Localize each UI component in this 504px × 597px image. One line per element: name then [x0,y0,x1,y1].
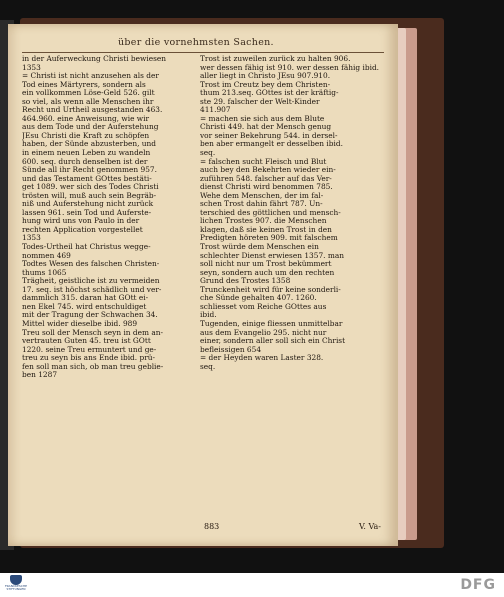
text-line: = Christi ist nicht anzusehen als der [22,72,159,81]
text-line: schen Trost dahin fährt 787. Un- [200,200,323,209]
text-line: aller liegt in Christo JEsu 907.910. [200,72,331,81]
text-line: Tod eines Märtyrers, sondern als [22,80,146,89]
right-column [200,55,385,371]
text-line: Tugenden, einige fliessen unmittelbar [200,319,343,328]
text-line: lichen Trostes 907. die Menschen [200,217,327,226]
logo-text: FRANCKESCHE STIFTUNGEN [4,584,28,592]
viewer-bottom-bar [0,573,504,597]
text-line: Trost ist zuweilen zurück zu halten 906. [200,55,351,63]
text-line: ben 1287 [22,371,58,380]
text-line: vertrauten Guten 45. treu ist GOtt [22,337,151,346]
text-line: 1220. seine Treu ermuntert und ge- [22,345,157,354]
text-line: trösten will, muß auch sein Begräb- [22,191,157,200]
text-line: = machen sie sich aus dem Blute [200,114,325,123]
text-line: einer, sondern aller soll sich ein Christ [200,337,346,346]
text-line: vor seiner Bekehrung 544. in dersel- [200,131,338,140]
text-line: 411.907 [200,106,231,115]
left-column [22,55,194,380]
text-line: lassen 961. sein Tod und Auferste- [22,208,152,217]
text-line: Christi 449. hat der Mensch genug [200,123,332,132]
text-line: niß und Auferstehung nicht zurück [22,200,154,209]
text-line: Grund des Trostes 1358 [200,277,291,286]
text-line: hung wird uns von Paulo in der [22,217,140,226]
dfg-logo[interactable]: DFG [460,577,496,593]
text-line: seq. [200,362,216,371]
text-line: nen Ekel 745. wird entschuldiget [22,302,147,311]
text-line: rechten Application vorgestellet [22,225,143,234]
text-line: Trägheit, geistliche ist zu vermeiden [22,277,160,286]
text-line: Wehe dem Menschen, der im fal- [200,191,324,200]
text-line: zuführen 548. falscher auf das Ver- [200,174,332,183]
text-line: thum 213.seq. GOttes ist der kräftig- [200,89,339,98]
text-line: = falschen sucht Fleisch und Blut [200,157,327,166]
text-line: 17. seq. ist höchst schädlich und ver- [22,285,162,294]
text-line: befleissigen 654 [200,345,262,354]
catchword: V. Va- [359,522,381,531]
text-line: ein vollkommen Löse-Geld 526. gilt [22,89,155,98]
text-line: haben, der Sünde abzusterben, und [22,140,157,149]
text-line: auch bey den Bekehrten wieder ein- [200,166,336,175]
text-line: Todtes Wesen des falschen Christen- [22,260,160,269]
text-line: Todes-Urtheil hat Christus wegge- [22,243,151,252]
text-line: soll nicht nur um Trost bekümmert [200,260,332,269]
text-line: Recht und Urtheil ausgestanden 463. [22,106,163,115]
text-line: Predigten höreten 909. mit falschem [200,234,338,243]
text-line: wer dessen fähig ist 910. wer dessen fähig ibid. [200,63,380,72]
text-line: Treu soll der Mensch seyn in dem an- [22,328,164,337]
text-line: in der Auferweckung Christi bewiesen [22,55,166,63]
text-line: schlechter Dienst erwiesen 1357. man [200,251,345,260]
text-line: 600. seq. durch denselben ist der [22,157,148,166]
text-line: nommen 469 [22,251,71,260]
text-line: aus dem Tode und der Auferstehung [22,123,159,132]
text-line: 1353 [22,234,41,243]
text-line: mit der Tragung der Schwachen 34. [22,311,158,320]
text-line: seq. [200,149,216,158]
institution-logo[interactable] [4,575,28,595]
text-line: ben aber ermangelt er desselben ibid. [200,140,343,149]
text-line: JEsu Christi die Kraft zu schöpfen [22,131,150,140]
text-line: che Sünde gehalten 407. 1260. [200,294,317,303]
text-line: fen soll man sich, ob man treu geblie- [22,362,164,371]
text-line: klagen, daß sie keinen Trost in den [200,225,332,234]
running-header: über die vornehmsten Sachen. [118,37,274,48]
text-line: ibid. [200,311,217,320]
text-line: und das Testament GOttes bestäti- [22,174,152,183]
text-line: 464.960. eine Anweisung, wie wir [22,114,150,123]
text-line: Trost würde dem Menschen ein [200,243,319,252]
header-rule [22,52,384,53]
text-line: ste 29. falscher der Welt-Kinder [200,97,320,106]
text-line: dammlich 315. daran hat GOtt ei- [22,294,149,303]
text-line: dienst Christi wird benommen 785. [200,183,333,192]
page-number: 883 [204,522,220,531]
text-line: thums 1065 [22,268,67,277]
text-line: Sünde all ihr Recht genommen 957. [22,166,157,175]
text-line: schliesset vom Reiche GOttes aus [200,302,327,311]
text-line: 1353 [22,63,41,72]
text-line: treu zu seyn bis ans Ende ibid. prü- [22,354,156,363]
text-line: Trunckenheit wird für keine sonderli- [200,285,341,294]
text-line: get 1089. wer sich des Todes Christi [22,183,159,192]
text-line: in einem neuen Leben zu wandeln [22,149,151,158]
text-line: so viel, als wenn alle Menschen ihr [22,97,154,106]
text-line: aus dem Evangelio 295. nicht nur [200,328,327,337]
text-line: terschied des göttlichen und mensch- [200,208,341,217]
text-line: = der Heyden waren Laster 328. [200,354,324,363]
text-line: seyn, sondern auch um den rechten [200,268,335,277]
text-line: Mittel wider dieselbe ibid. 989 [22,319,138,328]
text-line: Trost im Creutz bey dem Christen- [200,80,331,89]
